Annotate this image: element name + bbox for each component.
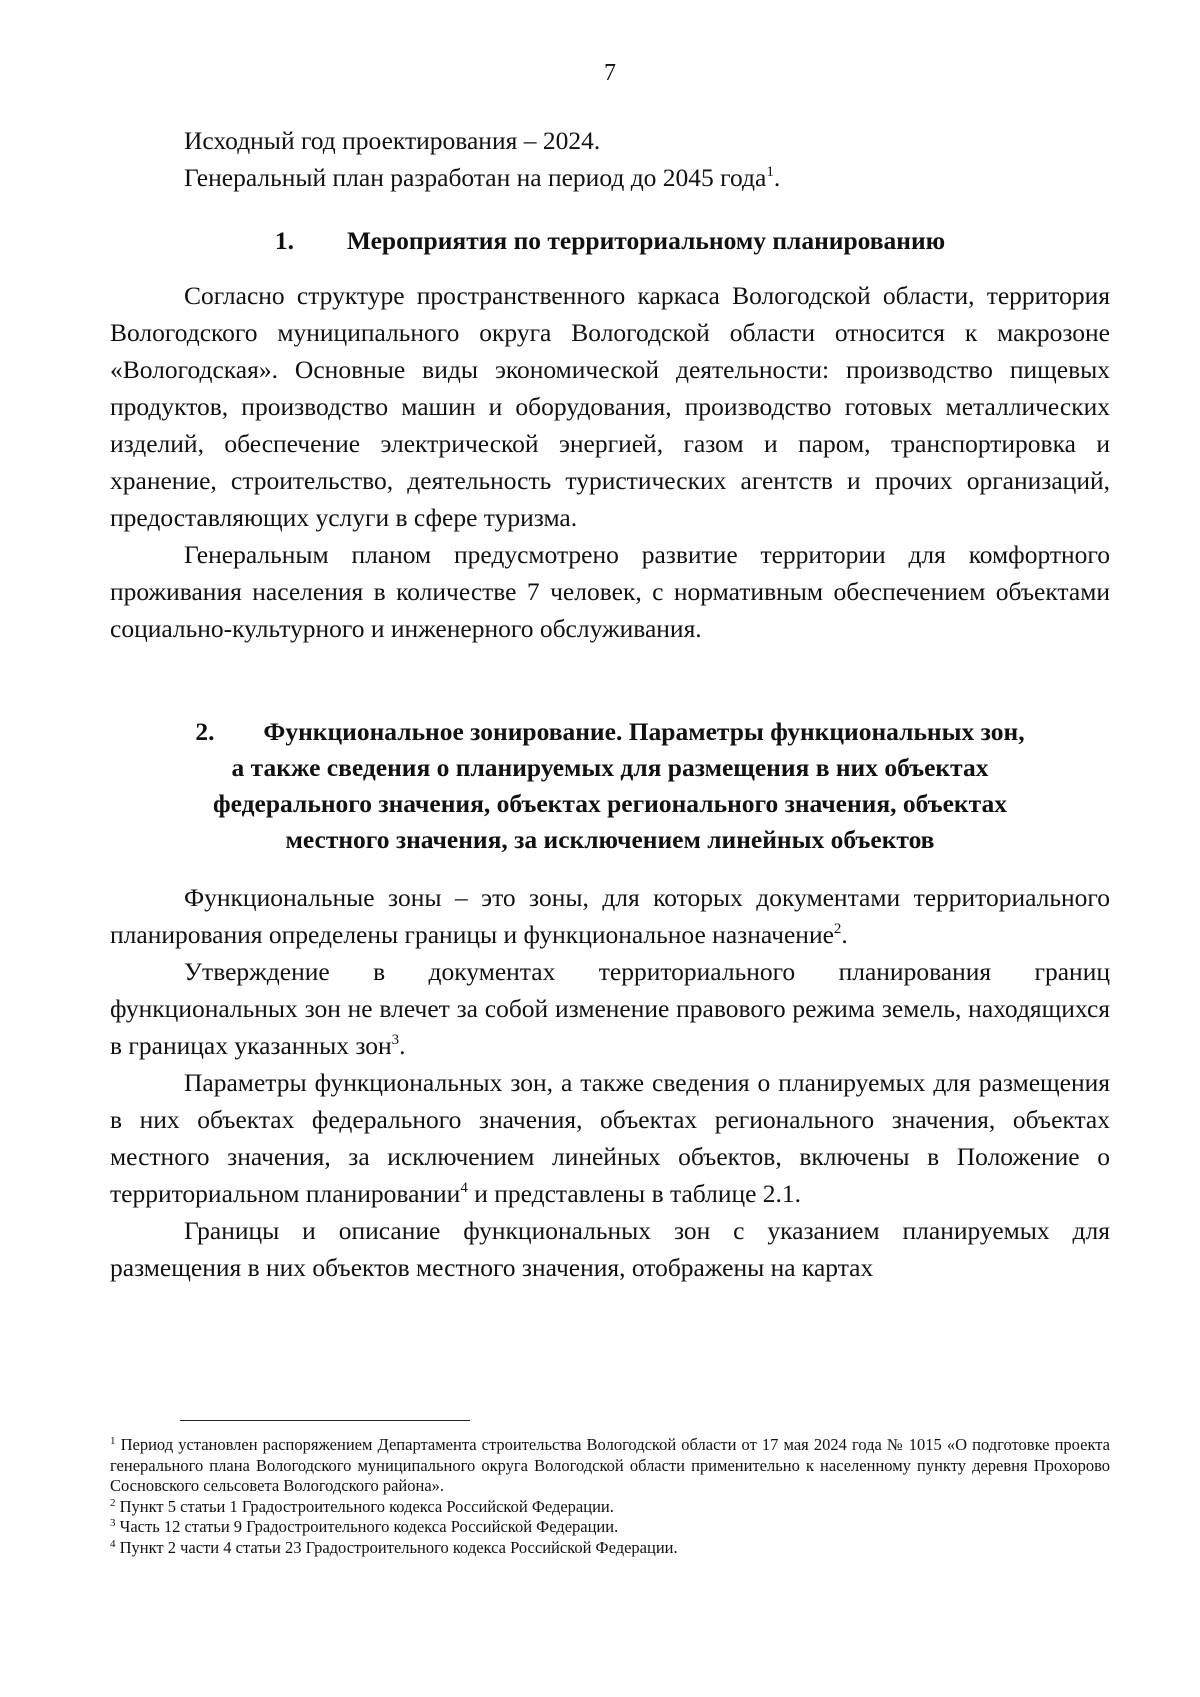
section-2-p3-text-b: и представлены в таблице 2.1.	[467, 1179, 802, 1208]
section-2-title-line-4: местного значения, за исключением линейных объектов	[285, 825, 935, 854]
section-2-number: 2.	[195, 717, 215, 746]
footnote-1	[110, 1435, 1110, 1497]
section-2-heading	[110, 714, 1110, 858]
section-2-title-line-3: федерального значения, объектах регионального значения, объектах	[213, 789, 1007, 818]
footnote-2-text: Пункт 5 статьи 1 Градостроительного кодекса Российской Федерации.	[115, 1496, 614, 1516]
section-2-p2-text: Утверждение в документах территориального планирования границ функциональных зон не влечет за собой изменение правового режима земель, находящихся в границах указанных зон	[110, 957, 1110, 1060]
section-1-paragraph-1: Согласно структуре пространственного каркаса Вологодской области, территория Вологодского муниципального округа Вологодской области относится к макрозоне «Вологодская». Основные виды экономической деятельности: производство пищевых продуктов, производство машин и оборудования, производство готовых металлических изделий, обеспечение электрической энергией, газом и паром, транспортировка и хранение, строительство, деятельность туристических агентств и прочих организаций, предоставляющих услуги в сфере туризма.	[110, 281, 1110, 532]
section-2-body	[110, 879, 1110, 1286]
footnote-3-text: Часть 12 статьи 9 Градостроительного кодекса Российской Федерации.	[115, 1517, 619, 1536]
footnote-3	[110, 1517, 1110, 1538]
section-2-paragraph-4: Границы и описание функциональных зон с указанием планируемых для размещения в них объектов местного значения, отображены на картах	[110, 1216, 1110, 1282]
footnote-divider	[180, 1420, 470, 1421]
footnote-2-marker: 2	[110, 1496, 116, 1509]
footnote-ref-2[interactable]: 2	[833, 921, 842, 937]
page-number: 7	[604, 60, 616, 86]
section-2-title-1: Функциональное зонирование. Параметры функциональных зон,	[263, 717, 1025, 746]
footnotes	[110, 1435, 1110, 1558]
footnote-4	[110, 1538, 1110, 1559]
footnote-ref-1[interactable]: 1	[766, 164, 774, 180]
section-2-title-line-2: а также сведения о планируемых для размещения в них объектах	[231, 753, 989, 782]
footnote-2	[110, 1497, 1110, 1518]
footnote-ref-4[interactable]: 4	[460, 1180, 468, 1196]
footnote-4-text: Пункт 2 части 4 статьи 23 Градостроительного кодекса Российской Федерации.	[115, 1537, 678, 1557]
section-2-p3-text-a: Параметры функциональных зон, а также сведения о планируемых для размещения в них объектах федерального значения, объектах регионального значения, объектах местного значения, за исключением линейных объектов, включены в Положение о территориальном планировании	[110, 1068, 1110, 1208]
intro-block	[110, 122, 1110, 196]
section-1-paragraph-2: Генеральным планом предусмотрено развитие территории для комфортного проживания населения в количестве 7 человек, с нормативным обеспечением объектами социально-культурного и инженерного обслуживания.	[110, 540, 1110, 643]
intro-line-1: Исходный год проектирования – 2024.	[184, 126, 601, 155]
section-1-body	[110, 277, 1110, 647]
section-2-p1-end: .	[841, 920, 848, 949]
footnote-4-marker: 4	[110, 1537, 116, 1550]
footnote-ref-3[interactable]: 3	[391, 1032, 400, 1048]
section-2-p1-text: Функциональные зоны – это зоны, для которых документами территориального планирования определены границы и функциональное назначение	[110, 883, 1110, 949]
section-2-paragraph-2	[110, 953, 1110, 1064]
section-1-title: Мероприятия по территориальному планированию	[346, 226, 946, 255]
section-1-title-line	[110, 222, 1110, 259]
footnote-1-text: Период установлен распоряжением Департамента строительства Вологодской области от 17 мая 2024 года № 1015 «О подготовке проекта генерального плана Вологодского муниципального округа Вологодской области применительно к населенному пункту деревня Прохорово Сосновского сельсовета Вологодского района».	[110, 1435, 1110, 1495]
section-1-number: 1.	[274, 226, 294, 255]
footnote-1-marker: 1	[110, 1435, 116, 1447]
footnote-3-marker: 3	[110, 1517, 116, 1529]
section-2-paragraph-3	[110, 1064, 1110, 1212]
intro-line-2	[110, 159, 1110, 196]
section-2-paragraph-1	[110, 879, 1110, 953]
intro-line-2-text: Генеральный план разработан на период до 2045 года	[184, 163, 767, 192]
intro-line-2-end: .	[773, 163, 781, 192]
section-2-p2-end: .	[399, 1031, 406, 1060]
section-1-heading	[110, 222, 1110, 259]
section-2-title-line-1	[110, 714, 1110, 750]
